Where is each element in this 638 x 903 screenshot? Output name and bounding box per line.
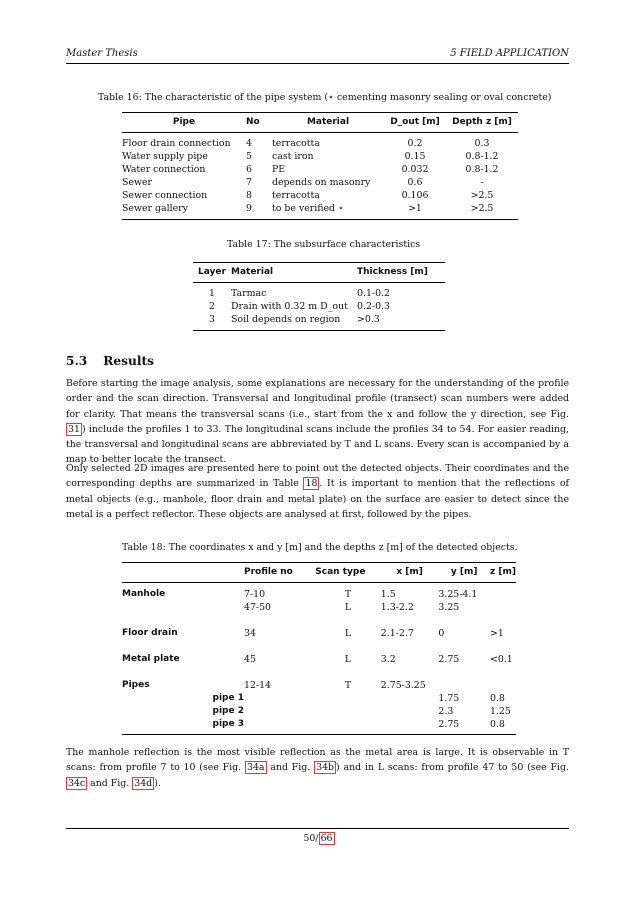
t16-h-depth: Depth z [m] [446, 113, 518, 133]
t17-cell: 2 [209, 301, 215, 312]
t16-cell: 7 [246, 177, 252, 188]
t16-cell: 4 [246, 138, 252, 149]
t18-cell: 2.75-3.25 [380, 680, 426, 691]
t16-cell: cast iron [272, 151, 314, 162]
table17 [193, 262, 445, 331]
t17-cell: Soil depends on region [231, 314, 341, 325]
t18-cell [244, 718, 315, 735]
t17-cell: 3 [209, 314, 215, 325]
p3-text-1: The manhole reflection is the most visible reflection as the metal area is large. It is observable in T scans: from profile 7 to 10 (see Fig. [66, 747, 569, 774]
t16-cell: - [480, 177, 484, 188]
t18-group-label: Manhole [122, 589, 166, 599]
table16 [122, 112, 518, 220]
page-sep: / [315, 833, 319, 844]
t18-cell [490, 583, 516, 602]
paragraph-1 [66, 376, 569, 468]
p1-text-2: ) include the profiles 1 to 33. The longitudinal scans include the profiles 34 to 54. For easier reading, the transversal and longitudinal scans are abbreviated by T and L scans. Every scan is accompanied by a map to better locate the transect. [66, 423, 569, 466]
t18-cell: 1.75 [438, 693, 460, 704]
table18-subrow [122, 705, 516, 718]
t18-cell [315, 718, 381, 735]
t16-h-dout: D_out [m] [384, 113, 446, 133]
t18-cell: L [344, 654, 352, 665]
table18-row [122, 583, 516, 602]
fig-31-link[interactable]: 31 [68, 423, 80, 435]
footer-rule [66, 828, 569, 829]
table17-row [193, 300, 445, 313]
section-number: 5.3 [66, 354, 88, 368]
t18-cell [381, 718, 439, 735]
section-title: Results [103, 354, 154, 368]
header-left: Master Thesis [66, 48, 138, 59]
t18-cell: L [344, 602, 352, 613]
table18-row [122, 614, 516, 640]
table18-subrow [122, 718, 516, 735]
t18-cell: 1.3-2.2 [380, 602, 414, 613]
t18-cell: 1.25 [489, 706, 511, 717]
paragraph-3 [66, 745, 569, 791]
t18-cell: 45 [243, 654, 256, 665]
t17-cell: Tarmac [231, 288, 267, 299]
table18 [122, 562, 516, 735]
t18-cell: 3.2 [380, 654, 396, 665]
t16-cell: 0.106 [401, 190, 429, 201]
p3-text-3: ) and in L scans: from profile 47 to 50 (see Fig. [336, 762, 570, 774]
t16-cell: 0.3 [474, 138, 490, 149]
table16-row [122, 189, 518, 202]
t16-cell: 5 [246, 151, 252, 162]
table17-row [193, 313, 445, 331]
t16-cell: Sewer gallery [122, 203, 188, 214]
t18-cell: 3.25 [438, 602, 460, 613]
table18-row [122, 601, 516, 614]
t18-cell: 3.25-4.1 [438, 589, 478, 600]
t16-cell: 0.15 [404, 151, 426, 162]
t16-cell: 6 [246, 164, 252, 175]
t18-cell: 2.1-2.7 [380, 628, 414, 639]
table17-header-row [193, 263, 445, 283]
t18-h-scan: Scan type [315, 563, 381, 583]
t16-cell: Floor drain connection [122, 138, 231, 149]
table18-row [122, 666, 516, 692]
t17-h-layer: Layer [193, 263, 231, 283]
t18-cell: 2.75 [438, 719, 460, 730]
running-header [66, 45, 569, 64]
t18-cell [244, 692, 315, 705]
paragraph-2 [66, 461, 569, 522]
t18-cell: 12-14 [243, 680, 272, 691]
table18-header-row [122, 563, 516, 583]
t16-cell: 8 [246, 190, 252, 201]
t18-cell [381, 692, 439, 705]
p3-text-2: and Fig. [266, 762, 315, 774]
t16-cell: 0.8-1.2 [465, 164, 499, 175]
t18-cell: T [344, 680, 352, 691]
t16-cell: depends on masonry [272, 177, 371, 188]
page-current: 50 [303, 833, 316, 844]
t18-h-x: x [m] [381, 563, 439, 583]
t16-cell: Sewer [122, 177, 153, 188]
t18-cell: 2.3 [438, 706, 454, 717]
t16-cell: Water connection [122, 164, 206, 175]
t16-h-pipe: Pipe [122, 113, 246, 133]
t18-cell: 7-10 [243, 589, 266, 600]
t17-h-thickness: Thickness [m] [357, 263, 445, 283]
table18-row [122, 640, 516, 666]
t18-sub-label: pipe 3 [212, 719, 244, 729]
t18-cell: 1.5 [380, 589, 396, 600]
t18-cell [244, 705, 315, 718]
t18-cell [381, 705, 439, 718]
t18-cell: 0.8 [489, 693, 505, 704]
table17-row [193, 283, 445, 301]
t16-cell: to be verified ⋆ [272, 203, 344, 214]
t16-cell: 9 [246, 203, 252, 214]
t17-cell: 0.1-0.2 [357, 288, 390, 299]
t18-h-profile: Profile no [244, 563, 315, 583]
t18-cell: 0.8 [489, 719, 505, 730]
t16-cell: >2.5 [470, 190, 494, 201]
table16-header-row [122, 113, 518, 133]
fig-34b-link[interactable]: 34b [316, 762, 335, 774]
t18-cell [490, 666, 516, 692]
p1-text-1: Before starting the image analysis, some explanations are necessary for the understanding of the profile order and the scan direction. Transversal and longitudinal profile (transect) scan numbers were added for clarity. That means the transversal scans (i.e., start from the x and follow the y direction, see Fig. [66, 378, 569, 420]
table-18-link[interactable]: 18 [305, 478, 318, 490]
t16-h-material: Material [272, 113, 384, 133]
t16-cell: Water supply pipe [122, 151, 208, 162]
t18-cell: 47-50 [243, 602, 272, 613]
t18-cell: 0 [438, 628, 445, 639]
t16-cell: >1 [408, 203, 422, 214]
t16-cell: 0.8-1.2 [465, 151, 499, 162]
t18-group-label: Metal plate [122, 654, 180, 664]
t18-h-z: z [m] [490, 563, 516, 583]
t16-cell: terracotta [272, 190, 320, 201]
t18-cell: 2.75 [438, 654, 460, 665]
t16-h-no: No [246, 113, 272, 133]
t16-cell: terracotta [272, 138, 320, 149]
p2-text-1: Only selected 2D images are presented here to point out the detected objects. Their coordinates and the corresponding depths are summarized in Table [66, 463, 569, 490]
t18-cell: T [344, 589, 352, 600]
table16-row [122, 163, 518, 176]
fig-34a-link[interactable]: 34a [247, 762, 265, 774]
t18-cell: <0.1 [489, 654, 513, 665]
t18-cell: 34 [243, 628, 256, 639]
t17-h-material: Material [231, 263, 357, 283]
t16-cell: Sewer connection [122, 190, 208, 201]
t18-group-label [122, 601, 244, 614]
t18-cell [315, 692, 381, 705]
table16-row [122, 133, 518, 151]
table16-row [122, 202, 518, 220]
t18-sub-label: pipe 2 [212, 706, 244, 716]
t16-cell: PE [272, 164, 286, 175]
t18-cell: >1 [489, 628, 504, 639]
header-right: 5 FIELD APPLICATION [450, 48, 569, 59]
table16-row [122, 176, 518, 189]
t16-cell: 0.6 [407, 177, 423, 188]
t18-cell [315, 705, 381, 718]
t17-cell: >0.3 [357, 314, 380, 325]
p3-text-4: and Fig. [87, 777, 133, 789]
page-total-link[interactable]: 66 [320, 833, 333, 844]
t18-sub-label: pipe 1 [212, 693, 244, 703]
table16-row [122, 150, 518, 163]
t18-cell [490, 601, 516, 614]
table16-caption: Table 16: The characteristic of the pipe system (⋆ cementing masonry sealing or oval concrete) [98, 92, 552, 103]
t16-cell: >2.5 [470, 203, 494, 214]
table18-subrow [122, 692, 516, 705]
t16-cell: 0.2 [407, 138, 423, 149]
t18-group-label: Floor drain [122, 628, 178, 638]
t18-cell: L [344, 628, 352, 639]
table18-caption: Table 18: The coordinates x and y [m] and the depths z [m] of the detected objects. [122, 542, 518, 553]
t18-h-blank [122, 563, 244, 583]
p2-text-2: . It is important to mention that the reflections of metal objects (e.g., manhole, floor drain and metal plate) on the surface are easier to detect since the metal is a perfect reflector. These objects are analysed at first, followed by the pipes. [66, 478, 569, 520]
p3-text-5: ). [154, 777, 161, 789]
t17-cell: 1 [209, 288, 215, 299]
t17-cell: 0.2-0.3 [357, 301, 390, 312]
t17-cell: Drain with 0.32 m D_out [231, 301, 348, 312]
t16-cell: 0.032 [401, 164, 429, 175]
fig-34c-link[interactable]: 34c [68, 777, 86, 789]
section-heading [66, 354, 154, 368]
page-number [0, 833, 638, 844]
fig-34d-link[interactable]: 34d [134, 777, 153, 789]
t18-cell [438, 666, 490, 692]
t18-h-y: y [m] [438, 563, 490, 583]
t18-group-label: Pipes [122, 680, 150, 690]
table17-caption: Table 17: The subsurface characteristics [227, 239, 421, 250]
